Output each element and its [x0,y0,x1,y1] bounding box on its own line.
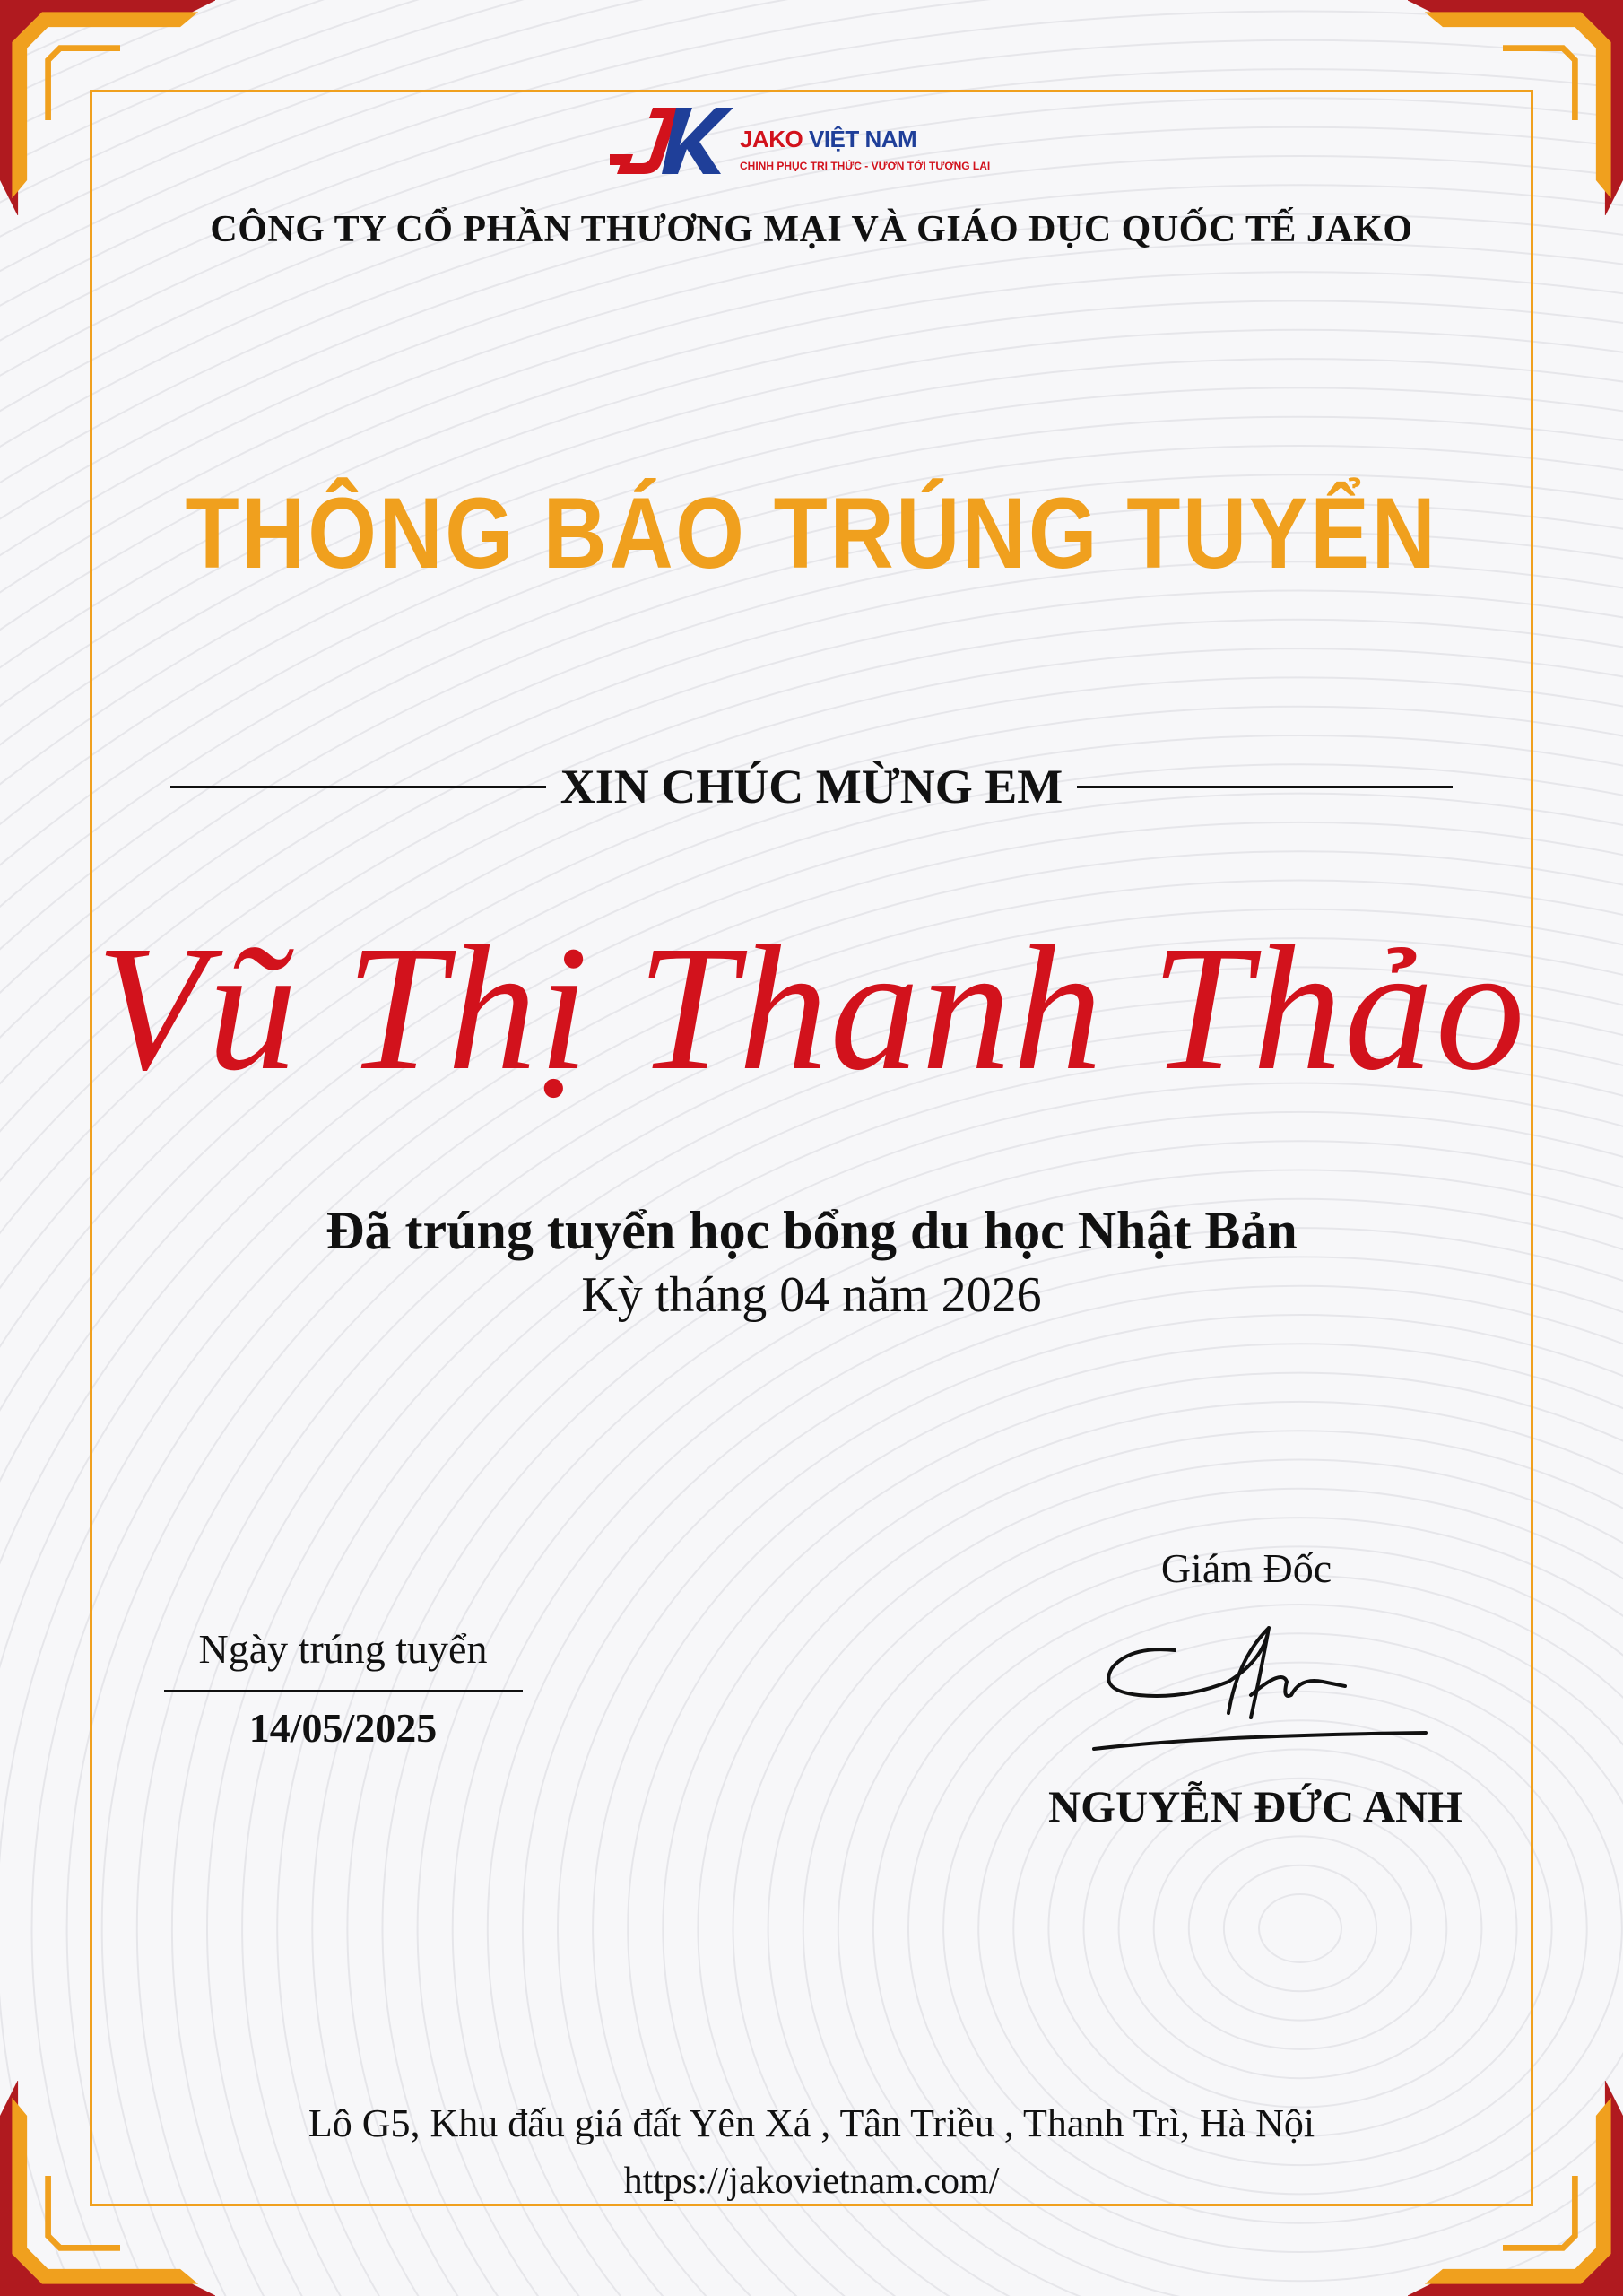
inner-border [90,90,1533,2206]
admission-date-value: 14/05/2025 [248,1705,438,1751]
signer-title: Giám Đốc [1160,1545,1332,1591]
congrats-row [170,755,1453,818]
divider-left [170,786,546,788]
term-line: Kỳ tháng 04 năm 2026 [581,1267,1042,1323]
logo-tagline: CHINH PHỤC TRI THỨC - VƯƠN TỚI TƯƠNG LAI [740,160,991,172]
company-name: CÔNG TY CỔ PHẦN THƯƠNG MẠI VÀ GIÁO DỤC QUỐC TẾ JAKO [210,209,1413,250]
footer-address: Lô G5, Khu đấu giá đất Yên Xá , Tân Triều , Thanh Trì, Hà Nội [308,2101,1315,2145]
jk-logo-icon [610,99,735,188]
student-name: Vũ Thị Thanh Thảo [96,909,1527,1108]
divider-right [1077,786,1453,788]
admission-date-label: Ngày trúng tuyển [198,1626,488,1672]
corner-ornament-top-right [1408,0,1623,215]
logo-brand-part1: JAKO [740,126,803,152]
admission-date-underline [164,1690,523,1692]
congrats-heading: XIN CHÚC MỪNG EM [560,760,1063,813]
page-title: THÔNG BÁO TRÚNG TUYỂN [185,477,1438,589]
signature-image [1076,1605,1435,1767]
logo-brand-text [740,126,916,153]
result-line: Đã trúng tuyển học bổng du học Nhật Bản [325,1201,1298,1260]
company-logo [610,99,1022,188]
corner-ornament-top-left [0,0,215,215]
logo-brand-part2: VIỆT NAM [808,126,917,152]
footer-website[interactable]: https://jakovietnam.com/ [623,2161,1000,2202]
signer-name: NGUYỄN ĐỨC ANH [1047,1781,1463,1831]
